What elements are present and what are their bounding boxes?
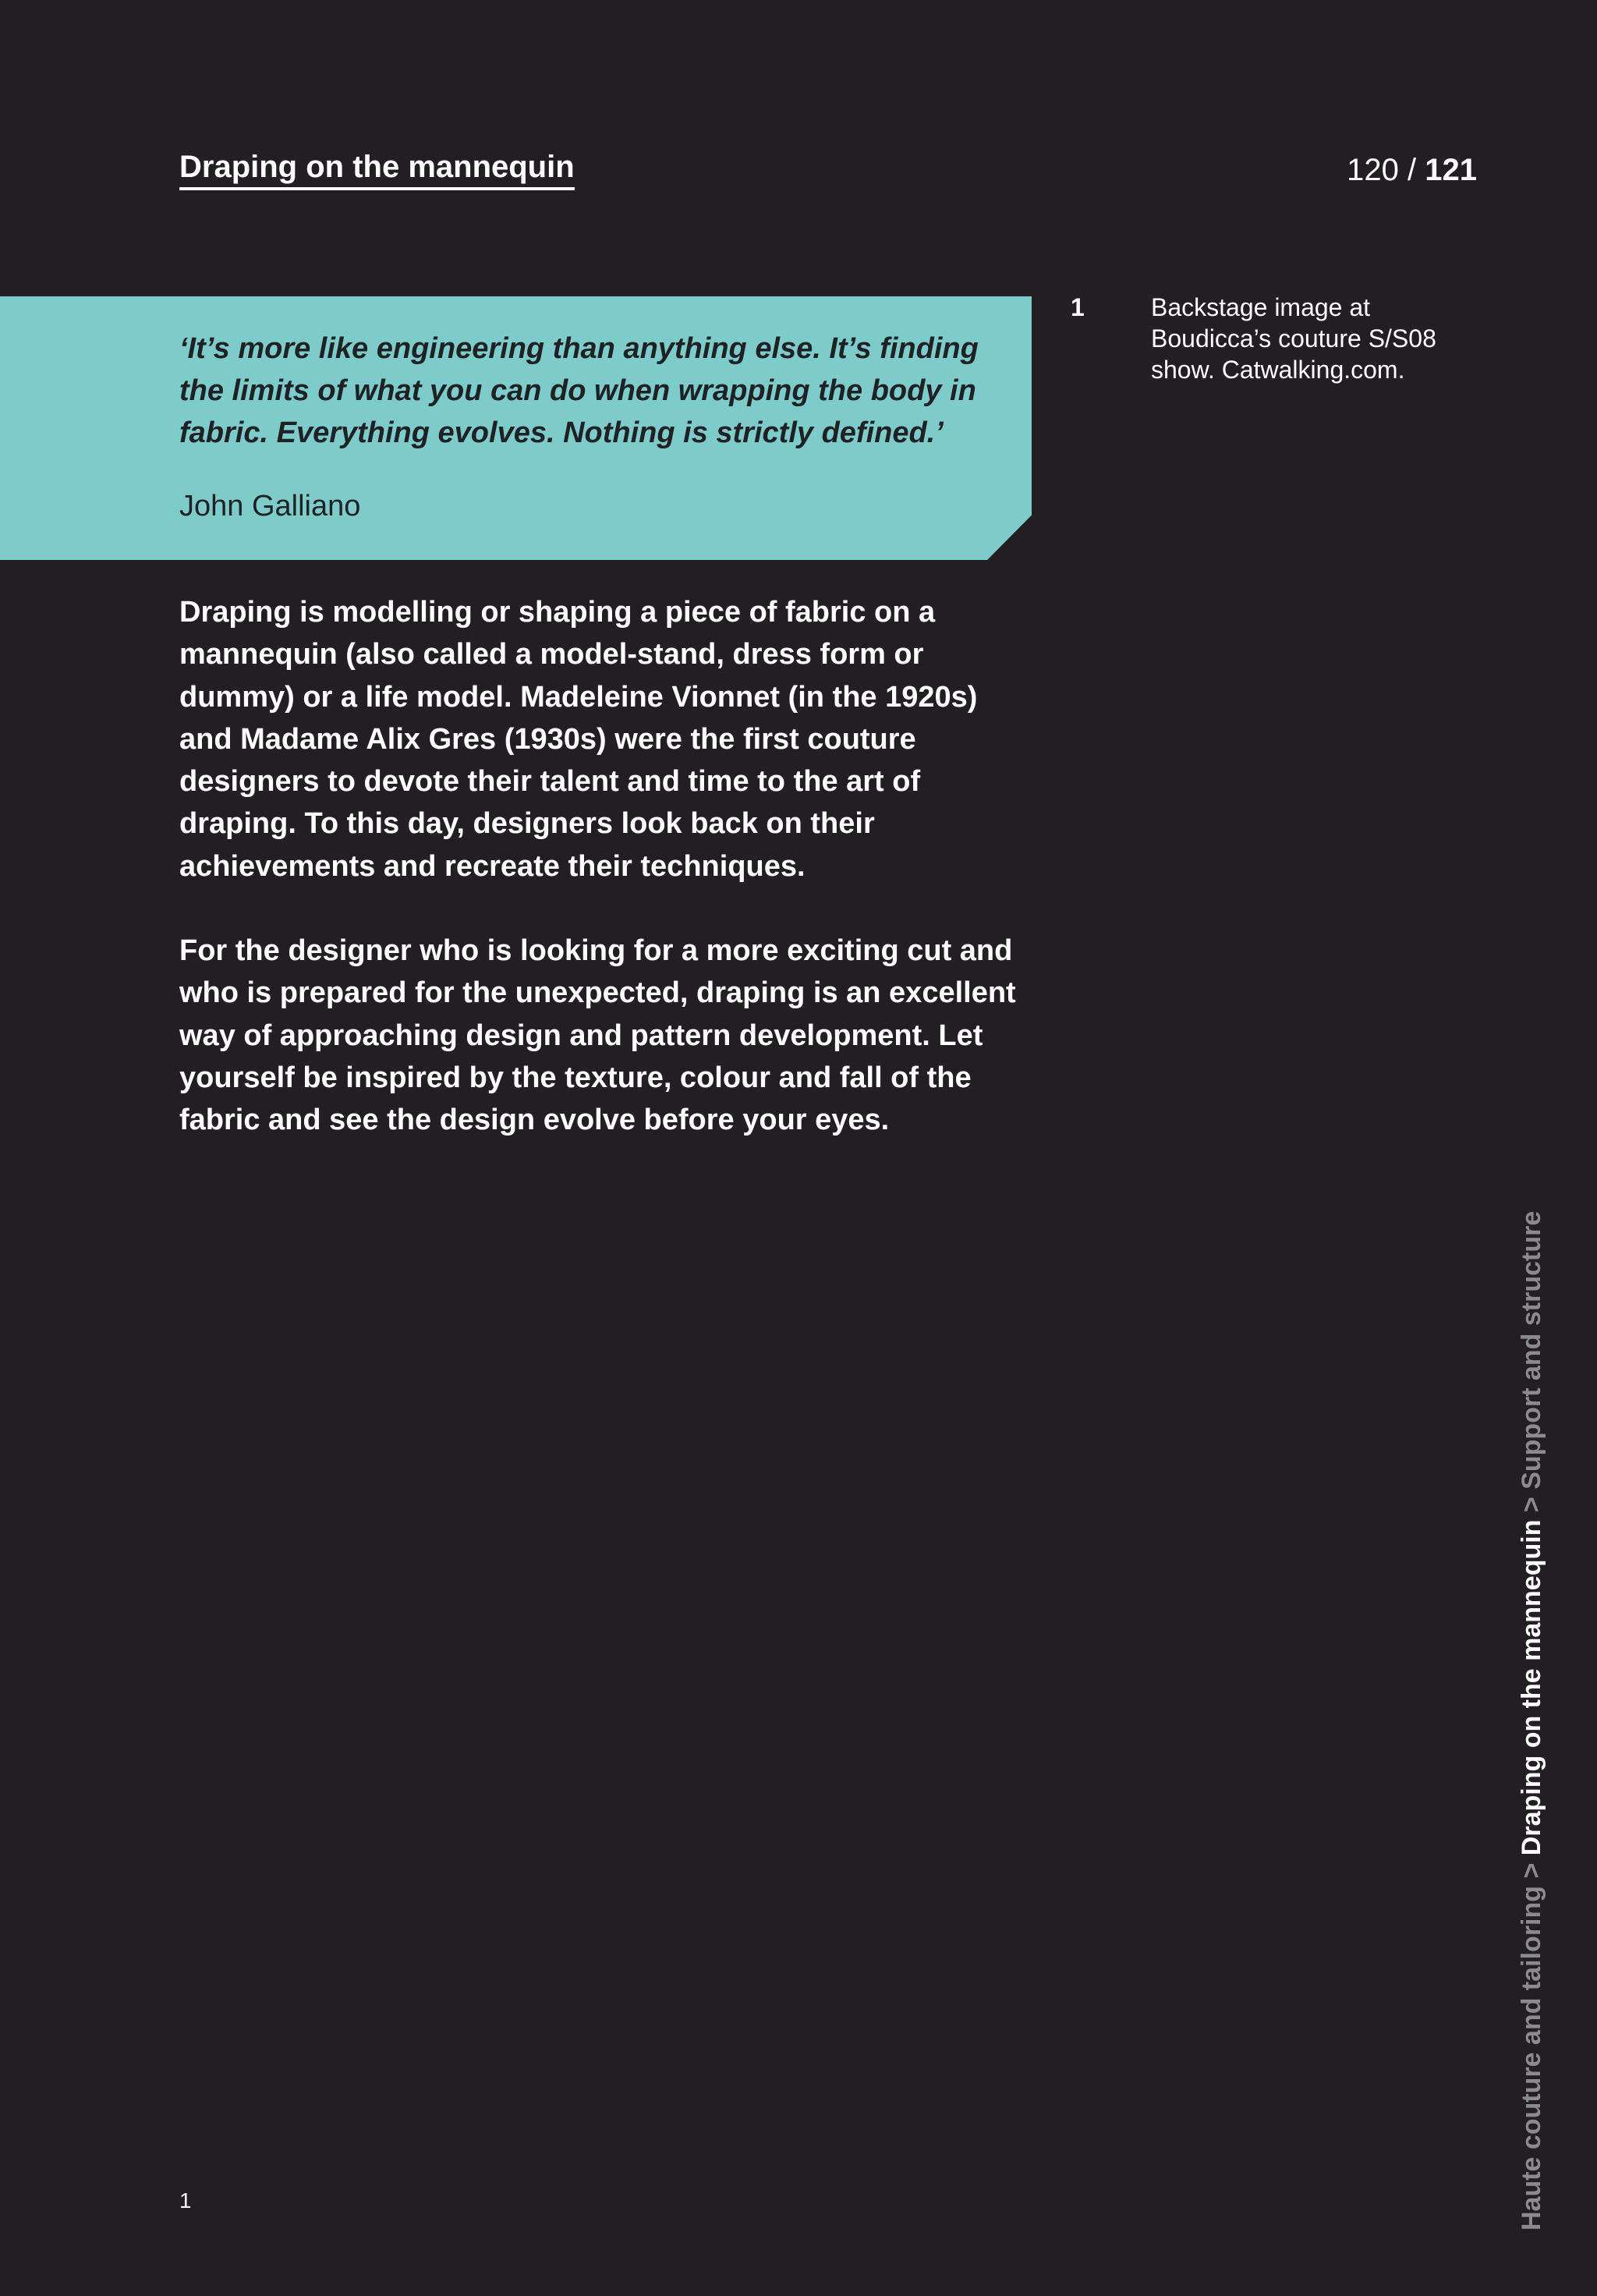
page-number-right: 121 [1425,153,1477,187]
breadcrumb-item-next[interactable]: Support and structure [1517,1210,1546,1490]
body-text [179,591,1037,1184]
caption-text: Backstage image at Boudicca’s couture S/S08 show. Catwalking.com. [1151,293,1436,384]
body-paragraph: For the designer who is looking for a more exciting cut and who is prepared for the unexpected, draping is an excellent way of approaching design and pattern development. Let yourself be inspired by the texture, colour and fall of the fabric and see the design evolve before your eyes. [179,934,1016,1137]
page-number-left: 120 [1347,153,1399,187]
breadcrumb-separator: > [1517,1855,1546,1886]
page-numbers [1347,150,1477,190]
page-number-separator: / [1398,153,1425,187]
breadcrumb-separator: > [1517,1489,1546,1520]
breadcrumb-item-chapter[interactable]: Haute couture and tailoring [1517,1885,1546,2230]
pull-quote: ‘It’s more like engineering than anything else. It’s finding the limits of what you can do when wrapping the body in fabric. Everything evolves. Nothing is strictly defined.’ [179,332,979,449]
image-reference-number: 1 [179,2188,192,2213]
body-paragraph: Draping is modelling or shaping a piece of fabric on a mannequin (also called a model-stand, dress form or dummy) or a life model. Madeleine Vionnet (in the 1920s) and Madame Alix Gres (1930s) were the first couture designers to devote their talent and time to the art of draping. To this day, designers look back on their achievements and recreate their techniques. [179,596,978,883]
side-breadcrumb [1514,1211,1549,2230]
breadcrumb-item-current[interactable]: Draping on the mannequin [1517,1519,1546,1856]
page-title: Draping on the mannequin [179,147,575,190]
caption-number: 1 [1071,293,1085,321]
quote-author: John Galliano [179,490,361,523]
